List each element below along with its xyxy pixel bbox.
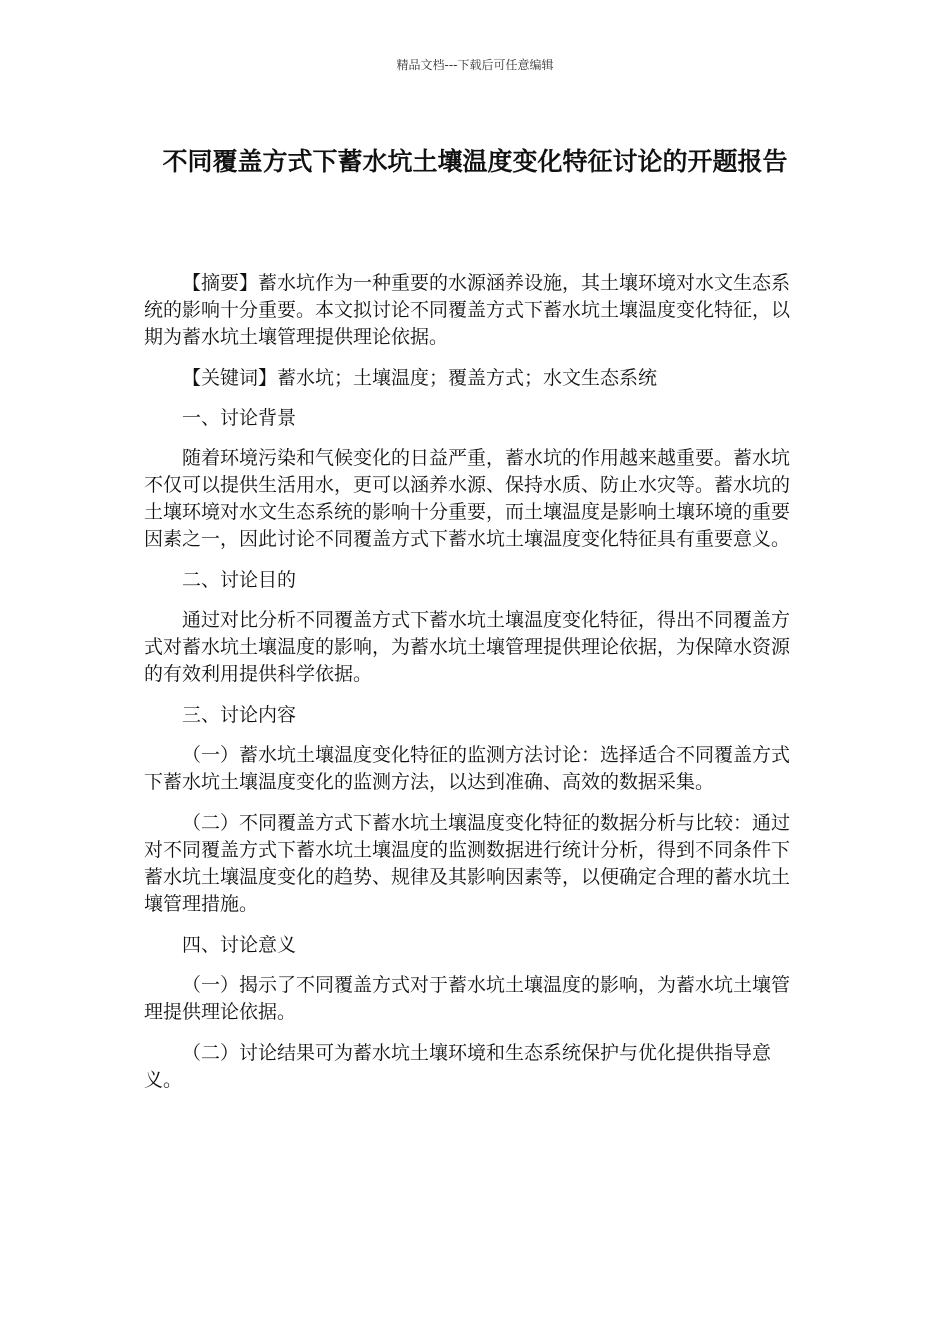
background-paragraph: 随着环境污染和气候变化的日益严重，蓄水坑的作用越来越重要。蓄水坑不仅可以提供生活用水，更可以涵养水源、保持水质、防止水灾等。蓄水坑的土壤环境对水文生态系统的影响十分重要，而土壤温度是影响土壤环境的重要因素之一，因此讨论不同覆盖方式下蓄水坑土壤温度变化特征具有重要意义。 — [144, 447, 791, 550]
significance-item-2: （二）讨论结果可为蓄水坑土壤环境和生态系统保护与优化提供指导意义。 — [144, 1042, 772, 1091]
section-heading-purpose: 二、讨论目的 — [182, 569, 297, 591]
purpose-paragraph: 通过对比分析不同覆盖方式下蓄水坑土壤温度变化特征，得出不同覆盖方式对蓄水坑土壤温度的影响，为蓄水坑土壤管理提供理论依据，为保障水资源的有效利用提供科学依据。 — [144, 609, 791, 685]
document-body — [144, 270, 804, 1108]
content-item-1: （一）蓄水坑土壤温度变化特征的监测方法讨论：选择适合不同覆盖方式下蓄水坑土壤温度变化的监测方法，以达到准确、高效的数据采集。 — [144, 744, 791, 793]
section-heading-background: 一、讨论背景 — [182, 407, 297, 429]
document-title: 不同覆盖方式下蓄水坑土壤温度变化特征讨论的开题报告 — [162, 147, 788, 176]
content-item-2: （二）不同覆盖方式下蓄水坑土壤温度变化特征的数据分析与比较：通过对不同覆盖方式下蓄水坑土壤温度的监测数据进行统计分析，得到不同条件下蓄水坑土壤温度变化的趋势、规律及其影响因素等，以便确定合理的蓄水坑土壤管理措施。 — [144, 812, 791, 915]
keywords-paragraph: 【关键词】蓄水坑；土壤温度；覆盖方式；水文生态系统 — [182, 367, 658, 389]
section-heading-content: 三、讨论内容 — [182, 704, 297, 726]
page-header: 精品文档---下载后可任意编辑 — [396, 58, 554, 72]
section-heading-significance: 四、讨论意义 — [182, 934, 297, 956]
abstract-paragraph: 【摘要】蓄水坑作为一种重要的水源涵养设施，其土壤环境对水文生态系统的影响十分重要。本文拟讨论不同覆盖方式下蓄水坑土壤温度变化特征，以期为蓄水坑土壤管理提供理论依据。 — [144, 272, 791, 348]
significance-item-1: （一）揭示了不同覆盖方式对于蓄水坑土壤温度的影响，为蓄水坑土壤管理提供理论依据。 — [144, 974, 791, 1023]
